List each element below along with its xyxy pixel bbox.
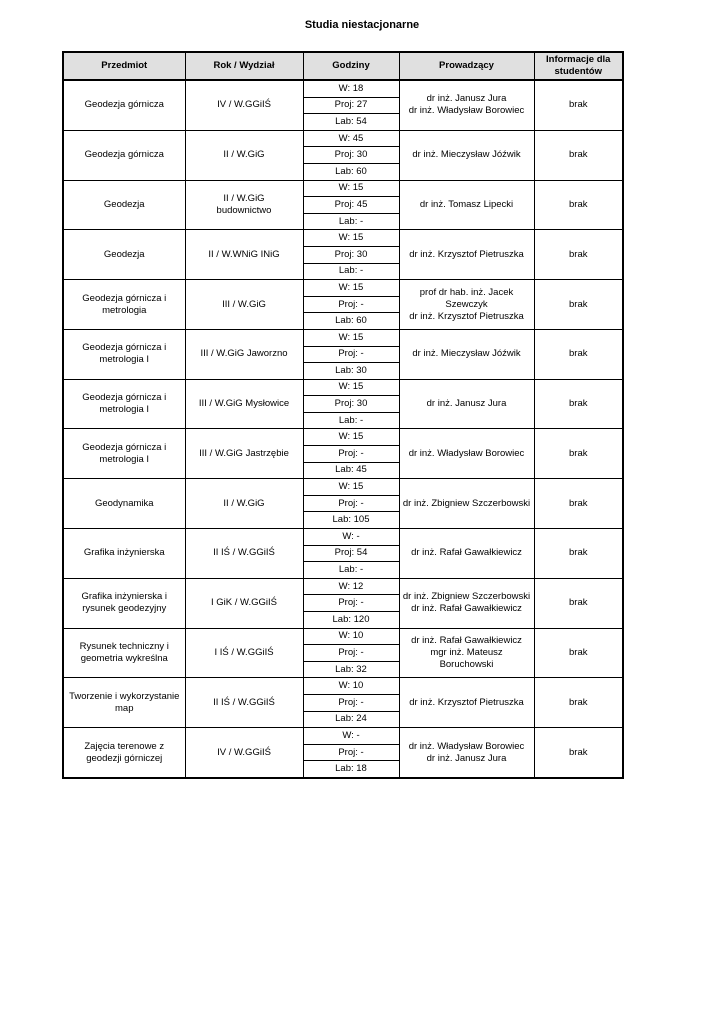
cell-godziny: W: 10 — [303, 678, 399, 695]
cell-przedmiot-line: metrologia I — [99, 453, 150, 465]
table-row — [63, 628, 623, 645]
cell-przedmiot-line: metrologia — [102, 304, 147, 316]
cell-przedmiot — [63, 628, 185, 678]
header-przedmiot: Przedmiot — [63, 52, 185, 80]
schedule-table — [62, 51, 624, 779]
cell-godziny: W: 18 — [303, 80, 399, 97]
cell-prowadzacy-line: mgr inż. Mateusz — [430, 646, 503, 658]
cell-godziny: Lab: 24 — [303, 711, 399, 728]
cell-rok-wydzial — [185, 479, 303, 529]
cell-godziny: Proj: - — [303, 446, 399, 463]
table-row — [63, 379, 623, 396]
cell-rok-wydzial-line: III / W.GiG — [222, 298, 266, 310]
cell-prowadzacy-line: dr inż. Zbigniew Szczerbowski — [402, 497, 531, 509]
cell-przedmiot-line: Geodezja — [103, 248, 145, 260]
header-rok-wydzial: Rok / Wydział — [185, 52, 303, 80]
cell-przedmiot — [63, 80, 185, 130]
cell-godziny: Lab: 60 — [303, 313, 399, 330]
cell-godziny: Lab: 45 — [303, 462, 399, 479]
cell-informacje: brak — [534, 80, 623, 130]
cell-godziny: Proj: 54 — [303, 545, 399, 562]
cell-godziny: Lab: 32 — [303, 661, 399, 678]
cell-prowadzacy-line: dr inż. Janusz Jura — [426, 752, 507, 764]
cell-prowadzacy-line: Szewczyk — [445, 298, 488, 310]
cell-rok-wydzial-line: IV / W.GGiIŚ — [217, 746, 271, 758]
cell-prowadzacy — [399, 180, 534, 230]
cell-informacje: brak — [534, 479, 623, 529]
cell-rok-wydzial — [185, 379, 303, 429]
cell-informacje: brak — [534, 678, 623, 728]
cell-rok-wydzial — [185, 80, 303, 130]
cell-przedmiot — [63, 529, 185, 579]
cell-przedmiot-line: Grafika inżynierska — [83, 547, 165, 559]
cell-przedmiot — [63, 180, 185, 230]
cell-informacje: brak — [534, 280, 623, 330]
cell-prowadzacy-line: dr inż. Rafał Gawałkiewicz — [411, 547, 522, 559]
cell-rok-wydzial — [185, 280, 303, 330]
table-row — [63, 180, 623, 197]
cell-rok-wydzial — [185, 329, 303, 379]
table-row — [63, 80, 623, 97]
cell-rok-wydzial — [185, 678, 303, 728]
cell-prowadzacy-line: Boruchowski — [439, 658, 494, 670]
cell-godziny: Lab: - — [303, 263, 399, 280]
cell-prowadzacy — [399, 379, 534, 429]
cell-prowadzacy — [399, 80, 534, 130]
table-row — [63, 429, 623, 446]
cell-przedmiot-line: metrologia I — [99, 354, 150, 366]
table-row — [63, 728, 623, 745]
cell-prowadzacy-line: dr inż. Zbigniew Szczerbowski — [402, 591, 531, 603]
table-row — [63, 529, 623, 546]
cell-godziny: Lab: 60 — [303, 163, 399, 180]
cell-przedmiot-line: geodezji górniczej — [86, 752, 163, 764]
cell-przedmiot-line: Geodezja górnicza — [84, 99, 164, 111]
cell-rok-wydzial — [185, 130, 303, 180]
cell-przedmiot-line: Geodezja — [103, 198, 145, 210]
cell-prowadzacy-line: dr inż. Krzysztof Pietruszka — [409, 248, 524, 260]
cell-godziny: W: 15 — [303, 379, 399, 396]
cell-rok-wydzial-line: IV / W.GGiIŚ — [217, 99, 271, 111]
cell-godziny: W: 15 — [303, 180, 399, 197]
cell-rok-wydzial — [185, 529, 303, 579]
cell-prowadzacy — [399, 529, 534, 579]
cell-przedmiot — [63, 230, 185, 280]
cell-informacje: brak — [534, 628, 623, 678]
cell-przedmiot — [63, 329, 185, 379]
cell-godziny: W: 10 — [303, 628, 399, 645]
cell-przedmiot-line: Geodynamika — [94, 497, 154, 509]
cell-godziny: W: - — [303, 728, 399, 745]
cell-informacje: brak — [534, 578, 623, 628]
cell-przedmiot-line: Rysunek techniczny i — [79, 640, 169, 652]
cell-prowadzacy — [399, 578, 534, 628]
cell-rok-wydzial — [185, 180, 303, 230]
cell-informacje: brak — [534, 728, 623, 778]
cell-prowadzacy — [399, 678, 534, 728]
table-body — [63, 80, 623, 778]
cell-godziny: Proj: - — [303, 346, 399, 363]
cell-prowadzacy — [399, 429, 534, 479]
cell-rok-wydzial — [185, 429, 303, 479]
table-row — [63, 280, 623, 297]
cell-godziny: Lab: 30 — [303, 363, 399, 380]
cell-przedmiot — [63, 578, 185, 628]
cell-rok-wydzial-line: I GiK / W.GGiIŚ — [211, 597, 277, 609]
cell-rok-wydzial-line: II / W.GiG — [223, 149, 265, 161]
cell-prowadzacy-line: dr inż. Mieczysław Jóźwik — [412, 348, 521, 360]
cell-godziny: Lab: 105 — [303, 512, 399, 529]
cell-prowadzacy-line: dr inż. Janusz Jura — [426, 398, 507, 410]
header-godziny: Godziny — [303, 52, 399, 80]
cell-przedmiot-line: Tworzenie i wykorzystanie — [69, 690, 180, 702]
cell-godziny: Lab: 120 — [303, 612, 399, 629]
cell-przedmiot — [63, 130, 185, 180]
cell-prowadzacy-line: dr inż. Rafał Gawałkiewicz — [411, 603, 522, 615]
cell-prowadzacy — [399, 329, 534, 379]
cell-przedmiot-line: Grafika inżynierska i — [81, 591, 168, 603]
cell-prowadzacy-line: dr inż. Władysław Borowiec — [408, 447, 525, 459]
cell-przedmiot-line: Zajęcia terenowe z — [84, 740, 165, 752]
cell-godziny: Lab: 54 — [303, 114, 399, 131]
cell-godziny: Proj: - — [303, 595, 399, 612]
cell-prowadzacy-line: prof dr hab. inż. Jacek — [419, 286, 514, 298]
cell-przedmiot-line: geometria wykreślna — [80, 652, 168, 664]
cell-prowadzacy-line: dr inż. Rafał Gawałkiewicz — [411, 634, 522, 646]
cell-godziny: Proj: - — [303, 645, 399, 662]
cell-rok-wydzial — [185, 728, 303, 778]
table-row — [63, 130, 623, 147]
cell-rok-wydzial-line: III / W.GiG Jaworzno — [200, 348, 288, 360]
cell-godziny: Proj: - — [303, 495, 399, 512]
cell-rok-wydzial-line: II / W.GiG — [223, 497, 265, 509]
cell-prowadzacy — [399, 280, 534, 330]
cell-prowadzacy-line: dr inż. Krzysztof Pietruszka — [409, 696, 524, 708]
cell-godziny: W: 15 — [303, 429, 399, 446]
cell-godziny: Proj: 30 — [303, 246, 399, 263]
cell-godziny: Proj: 45 — [303, 197, 399, 214]
cell-informacje: brak — [534, 180, 623, 230]
cell-godziny: Lab: 18 — [303, 761, 399, 778]
cell-godziny: Proj: - — [303, 296, 399, 313]
cell-godziny: Lab: - — [303, 412, 399, 429]
cell-godziny: Proj: 27 — [303, 97, 399, 114]
cell-informacje: brak — [534, 329, 623, 379]
cell-przedmiot-line: metrologia I — [99, 404, 150, 416]
cell-godziny: Proj: 30 — [303, 147, 399, 164]
cell-przedmiot-line: rysunek geodezyjny — [82, 603, 167, 615]
cell-rok-wydzial-line: III / W.GiG Jastrzębie — [199, 447, 289, 459]
cell-godziny: W: 12 — [303, 578, 399, 595]
cell-przedmiot — [63, 479, 185, 529]
cell-informacje: brak — [534, 230, 623, 280]
table-header-row — [63, 52, 623, 80]
cell-informacje: brak — [534, 130, 623, 180]
cell-rok-wydzial — [185, 628, 303, 678]
table-row — [63, 230, 623, 247]
table-row — [63, 329, 623, 346]
cell-godziny: Lab: - — [303, 562, 399, 579]
cell-przedmiot — [63, 280, 185, 330]
table-row — [63, 578, 623, 595]
cell-prowadzacy — [399, 130, 534, 180]
cell-przedmiot-line: Geodezja górnicza i — [82, 342, 167, 354]
cell-przedmiot-line: Geodezja górnicza i — [82, 392, 167, 404]
cell-prowadzacy — [399, 230, 534, 280]
cell-rok-wydzial-line: budownictwo — [216, 204, 272, 216]
cell-rok-wydzial — [185, 578, 303, 628]
cell-prowadzacy-line: dr inż. Tomasz Lipecki — [419, 198, 514, 210]
cell-godziny: Lab: - — [303, 213, 399, 230]
cell-przedmiot — [63, 728, 185, 778]
cell-rok-wydzial-line: I IŚ / W.GGiIŚ — [214, 646, 274, 658]
cell-godziny: Proj: - — [303, 694, 399, 711]
cell-przedmiot — [63, 678, 185, 728]
cell-godziny: Proj: - — [303, 744, 399, 761]
cell-prowadzacy-line: dr inż. Janusz Jura — [426, 93, 507, 105]
cell-godziny: W: 15 — [303, 280, 399, 297]
cell-prowadzacy — [399, 728, 534, 778]
cell-prowadzacy-line: dr inż. Krzysztof Pietruszka — [409, 310, 524, 322]
cell-informacje: brak — [534, 379, 623, 429]
cell-przedmiot — [63, 379, 185, 429]
cell-prowadzacy-line: dr inż. Mieczysław Jóźwik — [412, 149, 521, 161]
cell-rok-wydzial-line: II IŚ / W.GGiIŚ — [213, 547, 275, 559]
header-prowadzacy: Prowadzący — [399, 52, 534, 80]
cell-przedmiot-line: map — [115, 702, 134, 714]
cell-rok-wydzial-line: II / W.WNiG INiG — [208, 248, 280, 260]
cell-godziny: Proj: 30 — [303, 396, 399, 413]
table-row — [63, 479, 623, 496]
cell-godziny: W: - — [303, 529, 399, 546]
cell-prowadzacy — [399, 628, 534, 678]
cell-godziny: W: 15 — [303, 329, 399, 346]
cell-rok-wydzial-line: II / W.GiG — [223, 192, 265, 204]
cell-przedmiot-line: Geodezja górnicza i — [82, 441, 167, 453]
table-row — [63, 678, 623, 695]
cell-prowadzacy — [399, 479, 534, 529]
cell-prowadzacy-line: dr inż. Władysław Borowiec — [408, 105, 525, 117]
cell-informacje: brak — [534, 429, 623, 479]
cell-informacje: brak — [534, 529, 623, 579]
cell-rok-wydzial-line: III / W.GiG Mysłowice — [198, 398, 290, 410]
cell-godziny: W: 15 — [303, 479, 399, 496]
page-title: Studia niestacjonarne — [304, 19, 420, 31]
header-informacje: Informacje dla studentów — [534, 52, 623, 80]
cell-godziny: W: 15 — [303, 230, 399, 247]
cell-rok-wydzial — [185, 230, 303, 280]
cell-rok-wydzial-line: II IŚ / W.GGiIŚ — [213, 696, 275, 708]
cell-przedmiot-line: Geodezja górnicza i — [82, 292, 167, 304]
cell-prowadzacy-line: dr inż. Władysław Borowiec — [408, 740, 525, 752]
cell-przedmiot-line: Geodezja górnicza — [84, 149, 164, 161]
cell-przedmiot — [63, 429, 185, 479]
cell-godziny: W: 45 — [303, 130, 399, 147]
